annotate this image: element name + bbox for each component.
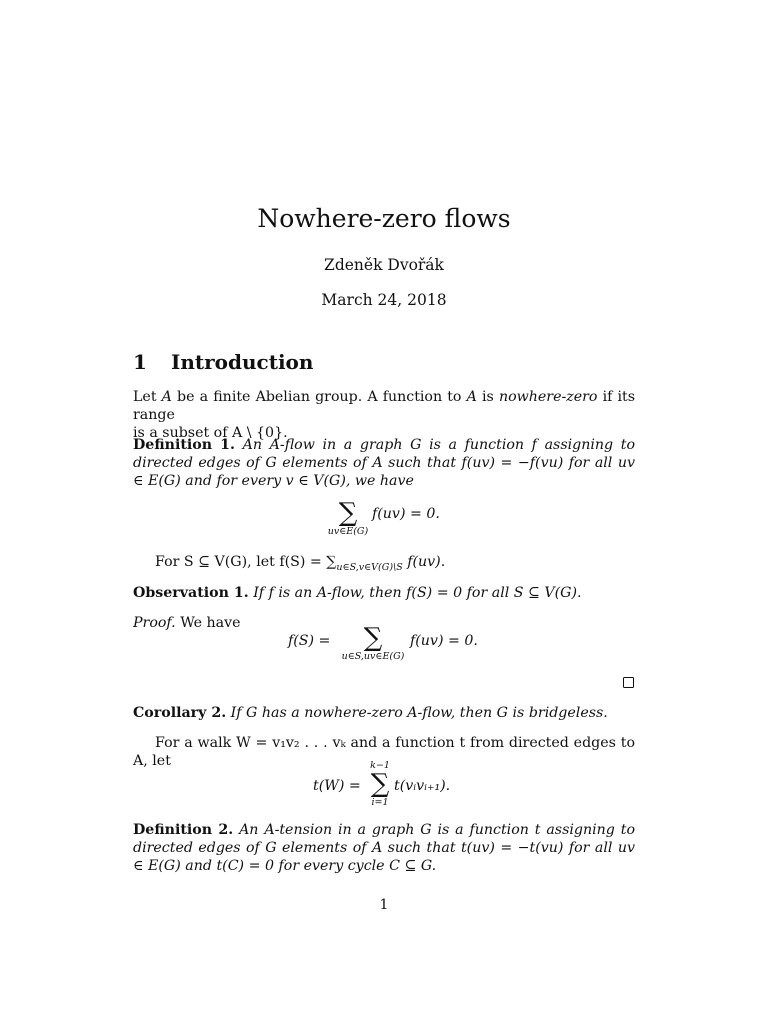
intro-text-3: is	[476, 389, 499, 405]
equation-sigma: ∑	[338, 498, 358, 528]
section-heading	[133, 350, 313, 374]
intro-paragraph	[133, 388, 635, 442]
definition-1	[133, 436, 635, 490]
equation-walk-body: t(vᵢvᵢ₊₁).	[394, 778, 451, 794]
equation-walk-sigma: ∑	[370, 769, 390, 799]
observation-1-text: If f is an A-flow, then f(S) = 0 for all S ⊆ V(G).	[253, 585, 582, 601]
equation-body: f(uv) = 0.	[372, 506, 440, 522]
intro-text-4: if its range	[133, 389, 636, 423]
definition-2	[133, 821, 635, 875]
walk-paragraph: For a walk W = v₁v₂ . . . vₖ and a function t from directed edges to A, let	[133, 735, 635, 769]
definition-1-text: An A-flow in a graph G is a function f assigning to directed edges of G elements of A such that f(uv) = −f(vu) for all uv ∈ E(G) and for every v ∈ V(G), we have	[133, 437, 636, 489]
intro-text-1: Let	[133, 389, 162, 405]
proof-1-text: We have	[180, 615, 241, 631]
equation-subscript: uv∈E(G)	[327, 526, 369, 537]
paper-author: Zdeněk Dvořák	[324, 256, 444, 274]
equation-proof-sigma: ∑	[363, 623, 383, 653]
paper-title: Nowhere-zero flows	[257, 204, 511, 233]
equation-proof-body: f(uv) = 0.	[410, 633, 478, 649]
equation-proof-lhs: f(S) =	[288, 633, 331, 649]
paper-date: March 24, 2018	[321, 291, 447, 309]
corollary-2-text: If G has a nowhere-zero A-flow, then G is bridgeless.	[230, 705, 608, 721]
observation-1	[133, 584, 635, 602]
equation-walk-subscript: i=1	[371, 797, 389, 808]
equation-proof-subscript: u∈S,uv∈E(G)	[341, 651, 405, 662]
proof-1-label: Proof.	[133, 615, 176, 631]
section-title: Introduction	[171, 350, 314, 374]
intro-var-a2: A	[466, 389, 477, 405]
qed-box	[623, 677, 634, 688]
intro-text-5: is a subset of A \ {0}.	[133, 425, 288, 441]
note-subscript: u∈S,v∈V(G)\S	[336, 561, 403, 573]
section-number: 1	[133, 350, 147, 374]
definition-2-label: Definition 2.	[133, 822, 234, 838]
intro-text-2: be a finite Abelian group. A function to	[171, 389, 467, 405]
note-text: For S ⊆ V(G), let f(S) = ∑	[155, 554, 337, 570]
observation-1-label: Observation 1.	[133, 585, 249, 601]
intro-term: nowhere-zero	[498, 389, 598, 405]
note-flow-set	[133, 553, 635, 577]
equation-walk-superscript: k−1	[370, 760, 390, 771]
corollary-2	[133, 704, 635, 722]
definition-2-text: An A-tension in a graph G is a function t assigning to directed edges of G elements of A such that t(uv) = −t(vu) for all uv ∈ E(G) and t(C) = 0 for every cycle C ⊆ G.	[133, 822, 635, 874]
equation-walk-lhs: t(W) =	[313, 778, 361, 794]
intro-var-a: A	[161, 389, 172, 405]
corollary-2-label: Corollary 2.	[133, 705, 227, 721]
definition-1-label: Definition 1.	[133, 437, 235, 453]
page-number: 1	[379, 897, 389, 913]
note-post: f(uv).	[402, 554, 446, 570]
